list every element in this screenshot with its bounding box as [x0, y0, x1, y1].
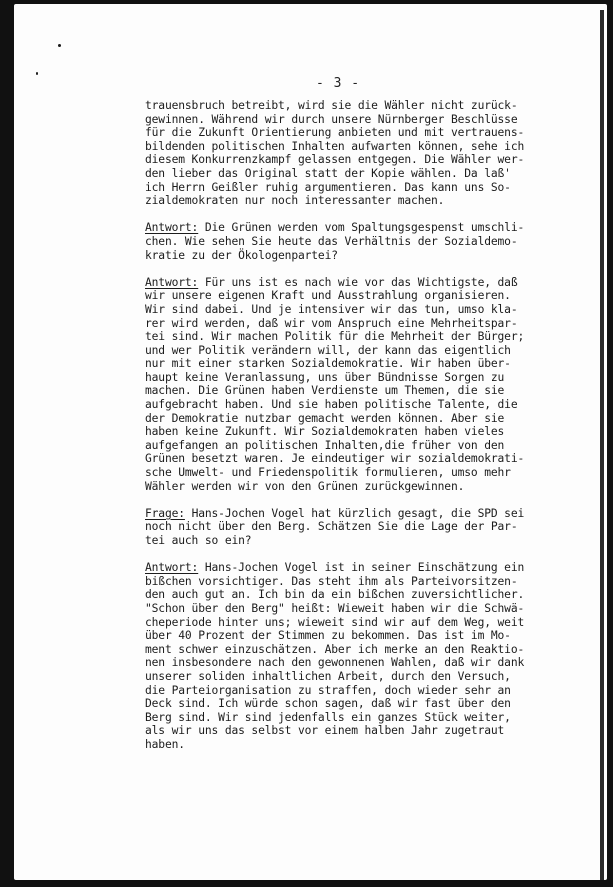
text-line: rer wird werden, daß wir vom Anspruch eine Mehrheitspar-	[145, 316, 518, 330]
text-line	[145, 276, 570, 290]
text-line: den auch gut an. Ich bin da ein bißchen zuversichtlicher.	[145, 588, 525, 602]
text-line: noch nicht über den Berg. Schätzen Sie die Lage der Par-	[145, 520, 518, 534]
line-text: Für uns ist es nach wie vor das Wichtigste, daß	[198, 275, 518, 289]
text-line: bißchen vorsichtiger. Das steht ihm als Parteivorsitzen-	[145, 574, 518, 588]
text-line: sche Umwelt- und Friedenspolitik formulieren, umso mehr	[145, 466, 511, 480]
text-line: chen. Wie sehen Sie heute das Verhältnis der Sozialdemo-	[145, 234, 518, 248]
document-body	[145, 99, 570, 765]
text-line: nen insbesondere nach den gewonnenen Wahlen, daß wir dank	[145, 656, 525, 670]
text-line: cheperiode hinter uns; wieweit sind wir auf dem Weg, weit	[145, 615, 525, 629]
text-line: für die Zukunft Orientierung anbieten und mit vertrauens-	[145, 126, 525, 140]
scan-speck	[36, 72, 38, 75]
text-line: kratie zu der Ökologenpartei?	[145, 248, 338, 262]
text-line: Berg sind. Wir sind jedenfalls ein ganzes Stück weiter,	[145, 710, 511, 724]
text-line: als wir uns das selbst vor einem halben Jahr zugetraut	[145, 724, 505, 738]
text-line: der Demokratie nutzbar gemacht werden können. Aber sie	[145, 411, 505, 425]
text-line: den lieber das Original statt der Kopie wählen. Da laß'	[145, 166, 511, 180]
text-line: haupt keine Veranlassung, uns über Bündnisse Sorgen zu	[145, 370, 505, 384]
text-line: Grünen besetzt waren. Je eindeutiger wir sozialdemokrati-	[145, 452, 525, 466]
page-number: - 3 -	[316, 76, 361, 91]
text-line: "Schon über den Berg" heißt: Wieweit haben wir die Schwä-	[145, 601, 525, 615]
text-line: diesem Konkurrenzkampf gelassen entgegen. Die Wähler wer-	[145, 153, 525, 167]
speaker-label: Antwort:	[145, 561, 199, 575]
line-text: Hans-Jochen Vogel hat kürzlich gesagt, die SPD sei	[184, 506, 525, 520]
text-line: tei auch so ein?	[145, 534, 252, 547]
scan-speck	[58, 44, 61, 47]
text-line: und wer Politik verändern will, der kann das eigentlich	[145, 343, 511, 357]
text-line: nur mit einer starken Sozialdemokratie. Wir haben über-	[145, 357, 511, 371]
speaker-label: Frage:	[145, 506, 185, 520]
text-line: haben.	[145, 737, 185, 751]
text-line: bildenden politischen Inhalten aufwarten können, sehe ich	[145, 139, 525, 153]
text-line	[145, 561, 570, 575]
text-line: ich Herrn Geißler ruhig argumentieren. Das kann uns So-	[145, 180, 511, 194]
line-text: Hans-Jochen Vogel ist in seiner Einschätzung ein	[198, 561, 525, 575]
text-line: machen. Die Grünen haben Verdienste um Themen, die sie	[145, 384, 505, 398]
paragraph	[145, 99, 570, 208]
text-line	[145, 507, 570, 521]
text-line: über 40 Prozent der Stimmen zu bekommen. Das ist im Mo-	[145, 629, 511, 643]
text-line: tei sind. Wir machen Politik für die Mehrheit der Bürger;	[145, 330, 525, 344]
text-line: unserer soliden inhaltlichen Arbeit, durch den Versuch,	[145, 669, 511, 683]
paragraph	[145, 276, 570, 494]
text-line: wir unsere eigenen Kraft und Ausstrahlung organisieren.	[145, 289, 511, 303]
speaker-label: Antwort:	[145, 221, 199, 235]
paragraph	[145, 561, 570, 751]
text-line: Wähler werden wir von den Grünen zurückgewinnen.	[145, 479, 465, 493]
text-line: zialdemokraten nur noch interessanter machen.	[145, 194, 445, 208]
text-line: ment schwer einzuschätzen. Aber ich merke an den Reaktio-	[145, 642, 525, 656]
text-line: gewinnen. Während wir durch unsere Nürnberger Beschlüsse	[145, 112, 518, 126]
text-line: die Parteiorganisation zu straffen, doch wieder sehr an	[145, 683, 511, 697]
line-text: Die Grünen werden vom Spaltungsgespenst umschli-	[198, 221, 525, 235]
text-line: haben keine Zukunft. Wir Sozialdemokraten haben vieles	[145, 425, 505, 439]
paragraph	[145, 221, 570, 262]
document-page	[14, 4, 607, 880]
text-line: Deck sind. Ich würde schon sagen, daß wir fast über den	[145, 697, 511, 711]
text-line: aufgebracht haben. Und sie haben politische Talente, die	[145, 398, 518, 412]
text-line: Wir sind dabei. Und je intensiver wir das tun, umso kla-	[145, 302, 518, 316]
text-line: trauensbruch betreibt, wird sie die Wähler nicht zurück-	[145, 99, 518, 112]
scan-edge	[600, 10, 604, 880]
speaker-label: Antwort:	[145, 275, 199, 289]
paragraph	[145, 507, 570, 548]
text-line: aufgefangen an politischen Inhalten,die früher von den	[145, 438, 505, 452]
text-line	[145, 221, 570, 235]
